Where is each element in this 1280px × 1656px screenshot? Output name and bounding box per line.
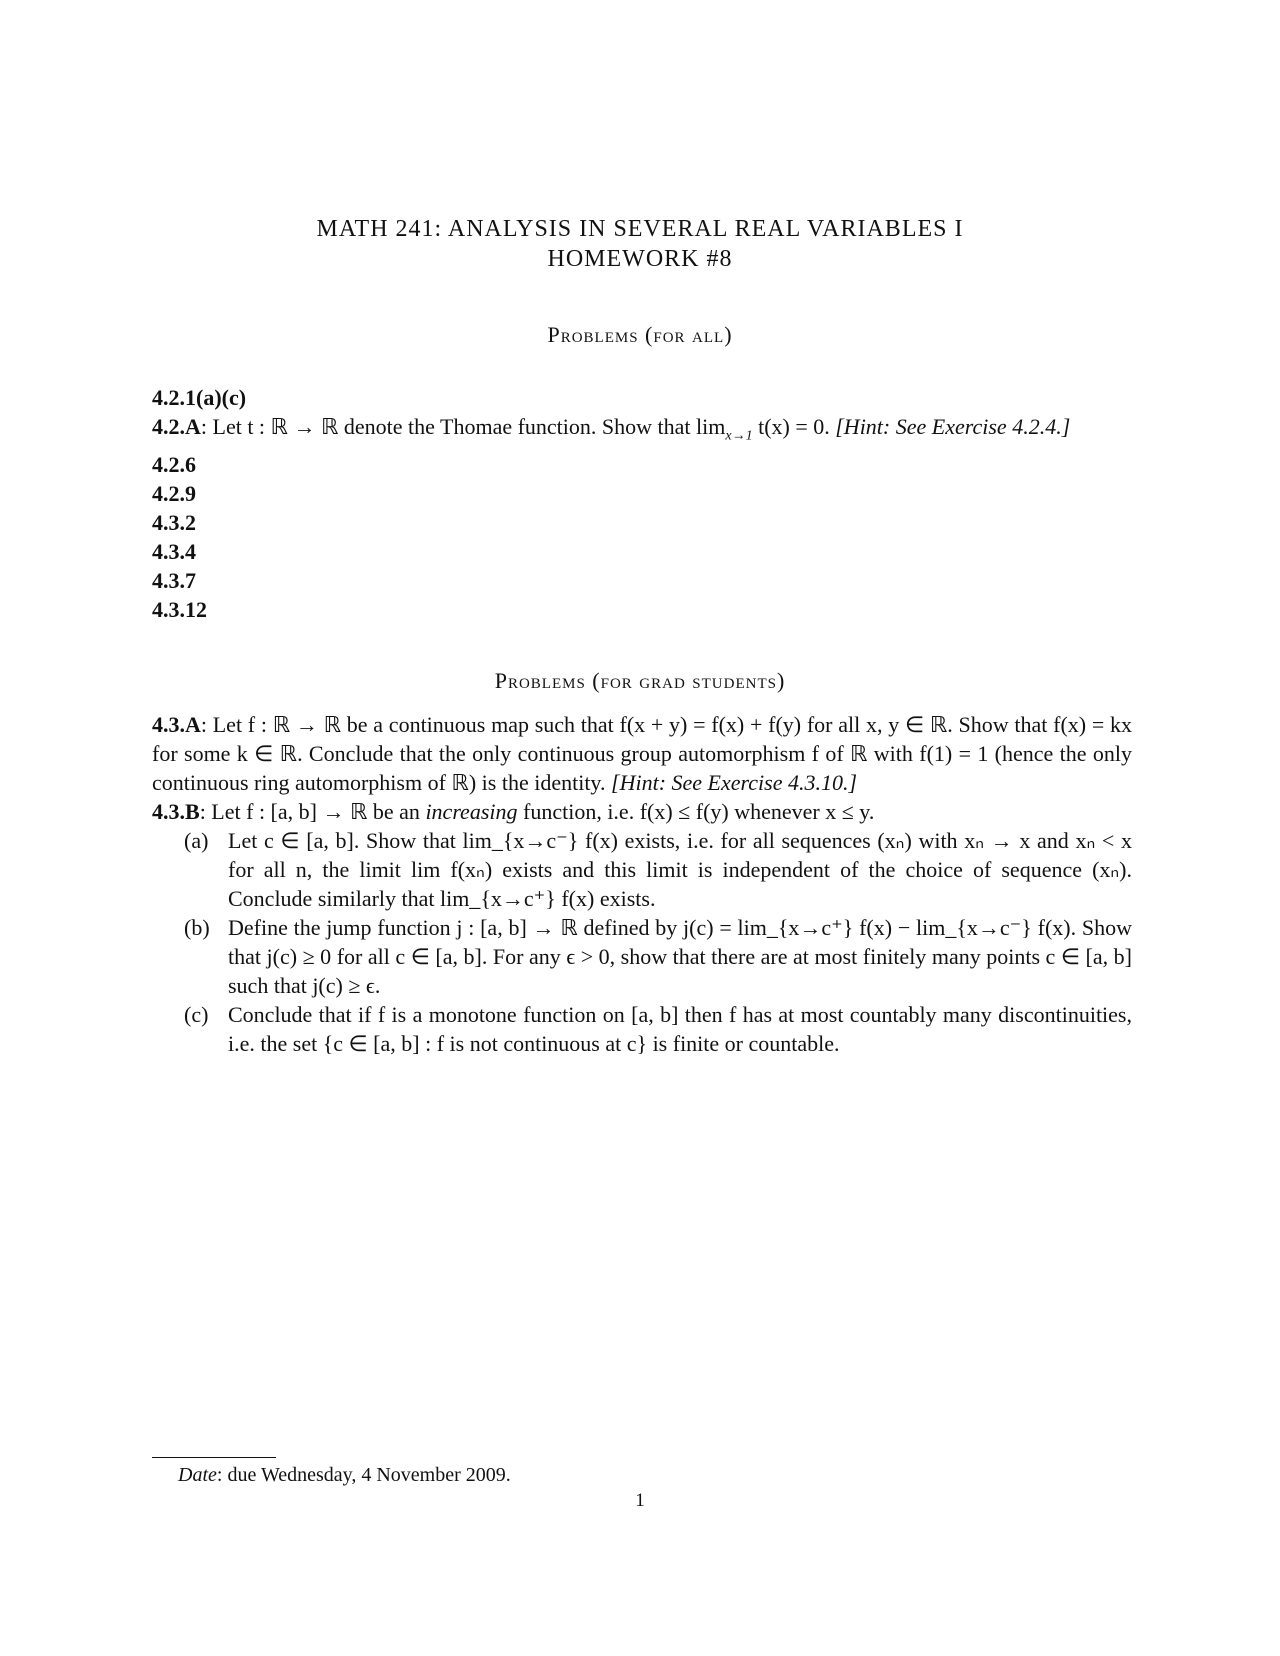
problem-4-3-4 bbox=[152, 537, 1132, 566]
problem-text-pre: : Let f : [a, b] → ℝ be an bbox=[199, 799, 426, 824]
problem-id: 4.2.9 bbox=[152, 481, 196, 507]
section-heading-all: Problems (for all) bbox=[547, 322, 733, 347]
problem-list-grad bbox=[152, 710, 1132, 1058]
problem-id: 4.3.4 bbox=[152, 539, 196, 565]
part-label: (a) bbox=[184, 828, 209, 853]
part-text: Let c ∈ [a, b]. Show that lim_{x→c⁻} f(x) exists, i.e. for all sequences (xₙ) with xₙ → x and xₙ < x for all n, the limit lim f(xₙ) exists and this limit is independent of the choice of sequence (xₙ). Conclude similarly that lim_{x→c⁺} f(x) exists. bbox=[228, 828, 1132, 911]
problem-4-2-A bbox=[152, 412, 1132, 450]
problem-id: 4.3.12 bbox=[152, 597, 207, 623]
problem-id: 4.2.6 bbox=[152, 452, 196, 478]
title-line-1: MATH 241: ANALYSIS IN SEVERAL REAL VARIABLES I bbox=[316, 216, 964, 242]
problem-hint: [Hint: See Exercise 4.2.4.] bbox=[835, 414, 1071, 439]
problem-4-2-6 bbox=[152, 450, 1132, 479]
part-label: (c) bbox=[184, 1002, 209, 1027]
problem-id: 4.3.2 bbox=[152, 510, 196, 536]
date-label: Date bbox=[178, 1464, 217, 1486]
part-text: Conclude that if f is a monotone function on [a, b] then f has at most countably many discontinuities, i.e. the set {c ∈ [a, b] : f is not continuous at c} is finite or countable. bbox=[228, 1002, 1132, 1056]
problem-id: 4.3.A bbox=[152, 712, 201, 737]
problem-id: 4.2.A bbox=[152, 414, 201, 439]
problem-4-2-9 bbox=[152, 479, 1132, 508]
part-text: Define the jump function j : [a, b] → ℝ defined by j(c) = lim_{x→c⁺} f(x) − lim_{x→c⁻} f(x). Show that j(c) ≥ 0 for all c ∈ [a, b]. For any ϵ > 0, show that there are at most finitely many points c ∈ [a, b] such that j(c) ≥ ϵ. bbox=[228, 915, 1132, 998]
problem-id: 4.3.7 bbox=[152, 568, 196, 594]
limit-subscript: x→1 bbox=[725, 428, 753, 444]
problem-4-2-1 bbox=[152, 383, 1132, 412]
title-line-2: HOMEWORK #8 bbox=[547, 246, 733, 272]
problem-4-3-12 bbox=[152, 595, 1132, 624]
section-heading-grad: Problems (for grad students) bbox=[494, 668, 786, 693]
problem-id: 4.3.B bbox=[152, 799, 200, 824]
problem-4-3-B-part-a bbox=[152, 826, 1132, 913]
problem-id: 4.2.1(a)(c) bbox=[152, 385, 247, 410]
problem-hint: [Hint: See Exercise 4.3.10.] bbox=[611, 770, 858, 795]
problem-4-3-A bbox=[152, 710, 1132, 797]
problem-list-all bbox=[152, 383, 1132, 624]
problem-4-3-B-part-c bbox=[152, 1000, 1132, 1058]
problem-4-3-7 bbox=[152, 566, 1132, 595]
footnote-date bbox=[178, 1464, 511, 1487]
date-text: : due Wednesday, 4 November 2009. bbox=[216, 1464, 511, 1486]
problem-text-post: function, i.e. f(x) ≤ f(y) whenever x ≤ y. bbox=[517, 799, 875, 824]
emphasis-word: increasing bbox=[425, 799, 518, 824]
part-label: (b) bbox=[184, 915, 210, 940]
page-number: 1 bbox=[635, 1490, 645, 1511]
document-title bbox=[0, 214, 1280, 274]
problem-4-3-2 bbox=[152, 508, 1132, 537]
problem-4-3-B-part-b bbox=[152, 913, 1132, 1000]
problem-text: : Let t : ℝ → ℝ denote the Thomae function. Show that lim bbox=[200, 414, 726, 439]
problem-4-3-B bbox=[152, 797, 1132, 826]
problem-text-cont: t(x) = 0. bbox=[752, 414, 836, 439]
footnote-rule bbox=[152, 1457, 276, 1458]
problem-text: : Let f : ℝ → ℝ be a continuous map such that f(x + y) = f(x) + f(y) for all x, y ∈ ℝ. Show that f(x) = kx for some k ∈ ℝ. Conclude that the only continuous group automorphism f of ℝ with f(1) = 1 (hence the only continuous ring automorphism of ℝ) is the identity. bbox=[152, 712, 1132, 795]
